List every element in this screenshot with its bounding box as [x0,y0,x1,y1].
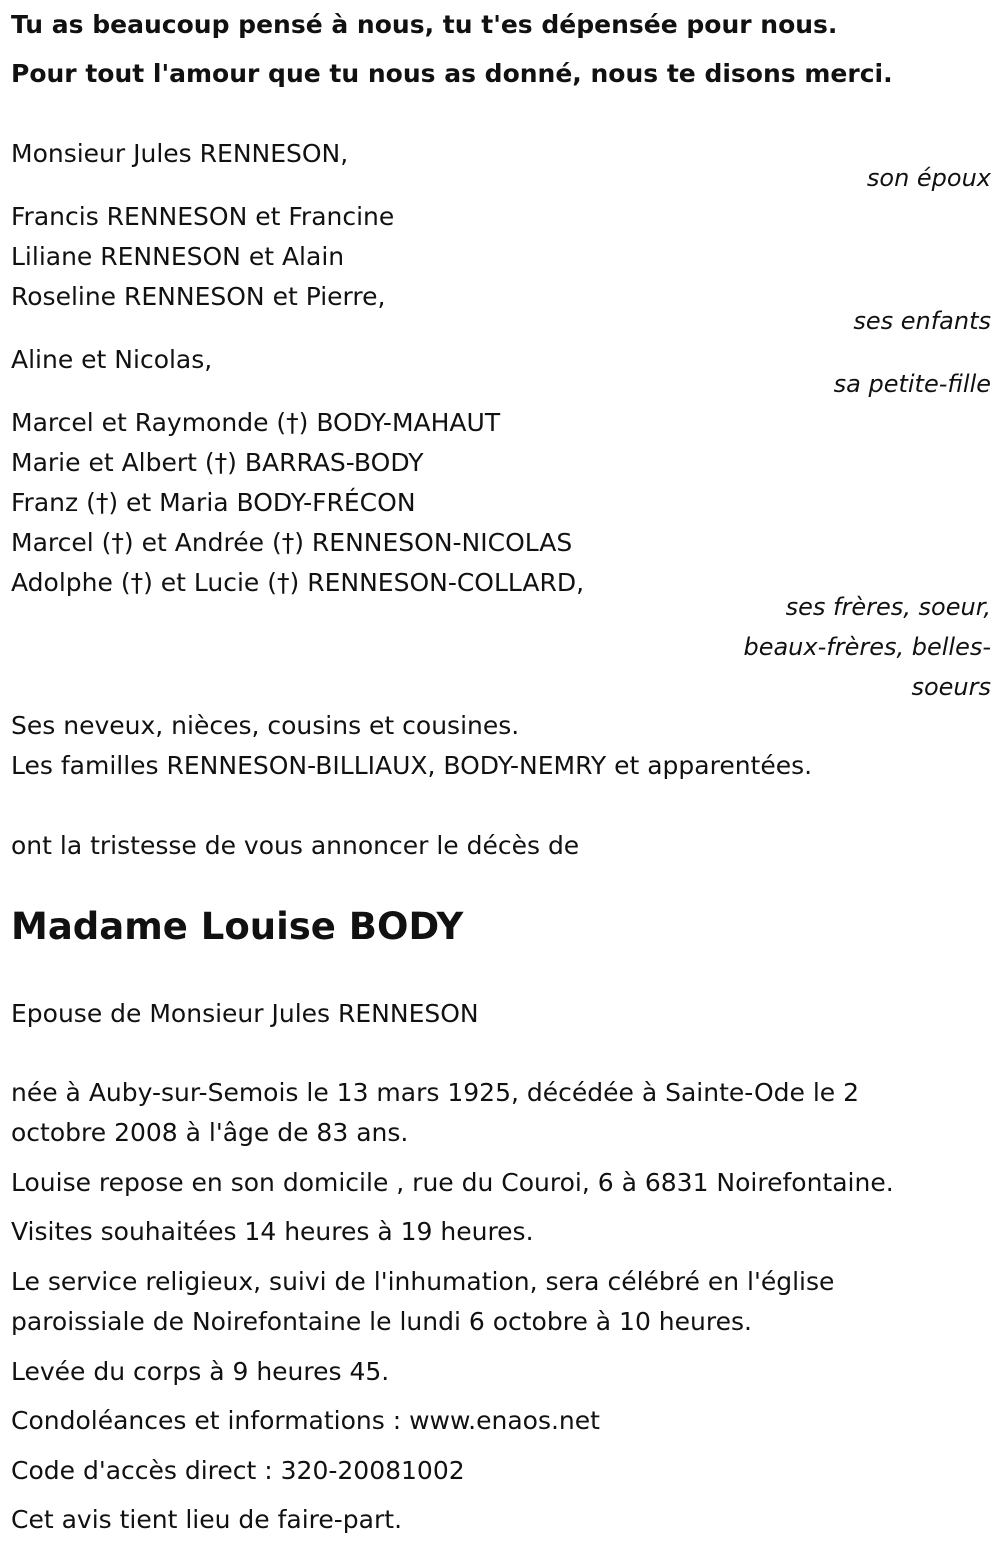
sibling-line: Marcel et Raymonde (†) BODY-MAHAUT [11,408,501,437]
child-line: Liliane RENNESON et Alain [11,242,345,271]
announcement-text: ont la tristesse de vous annoncer le décès de [11,831,580,860]
notice-text: Cet avis tient lieu de faire-part. [11,1505,403,1534]
sibling-line: Franz (†) et Maria BODY-FRÉCON [11,488,416,517]
child-line: Francis RENNESON et Francine [11,202,395,231]
extended-family-line: Les familles RENNESON-BILLIAUX, BODY-NEMRY et apparentées. [11,751,813,780]
child-line: Roseline RENNESON et Pierre, [11,282,386,311]
service-line-2: paroissiale de Noirefontaine le lundi 6 octobre à 10 heures. [11,1307,752,1336]
grandchild-role: sa petite-fille [833,370,991,398]
spouse-name: Monsieur Jules RENNESON, [11,139,349,168]
sibling-line: Marcel (†) et Andrée (†) RENNESON-NICOLAS [11,528,573,557]
epigraph-line-1: Tu as beaucoup pensé à nous, tu t'es dépensée pour nous. [11,10,838,39]
repose-text: Louise repose en son domicile , rue du Couroi, 6 à 6831 Noirefontaine. [11,1168,894,1197]
deceased-spouse-line: Epouse de Monsieur Jules RENNESON [11,999,479,1028]
sibling-line: Adolphe (†) et Lucie (†) RENNESON-COLLARD, [11,568,585,597]
siblings-role-line-1: ses frères, soeur, [785,593,991,621]
deceased-name: Madame Louise BODY [11,905,464,948]
siblings-role-line-2: beaux-frères, belles- [743,633,991,661]
sibling-line: Marie et Albert (†) BARRAS-BODY [11,448,424,477]
birth-death-line-2: octobre 2008 à l'âge de 83 ans. [11,1118,409,1147]
access-code-text: Code d'accès direct : 320-20081002 [11,1456,465,1485]
children-role: ses enfants [853,307,991,335]
visits-text: Visites souhaitées 14 heures à 19 heures. [11,1217,534,1246]
birth-death-line-1: née à Auby-sur-Semois le 13 mars 1925, décédée à Sainte-Ode le 2 [11,1078,860,1107]
spouse-role: son époux [866,164,991,192]
extended-family-line: Ses neveux, nièces, cousins et cousines. [11,711,520,740]
grandchild-name: Aline et Nicolas, [11,345,213,374]
service-line-1: Le service religieux, suivi de l'inhumation, sera célébré en l'église [11,1267,835,1296]
siblings-role-line-3: soeurs [911,673,991,701]
epigraph-line-2: Pour tout l'amour que tu nous as donné, nous te disons merci. [11,59,893,88]
condolences-text: Condoléances et informations : www.enaos.net [11,1406,600,1435]
levee-text: Levée du corps à 9 heures 45. [11,1357,390,1386]
